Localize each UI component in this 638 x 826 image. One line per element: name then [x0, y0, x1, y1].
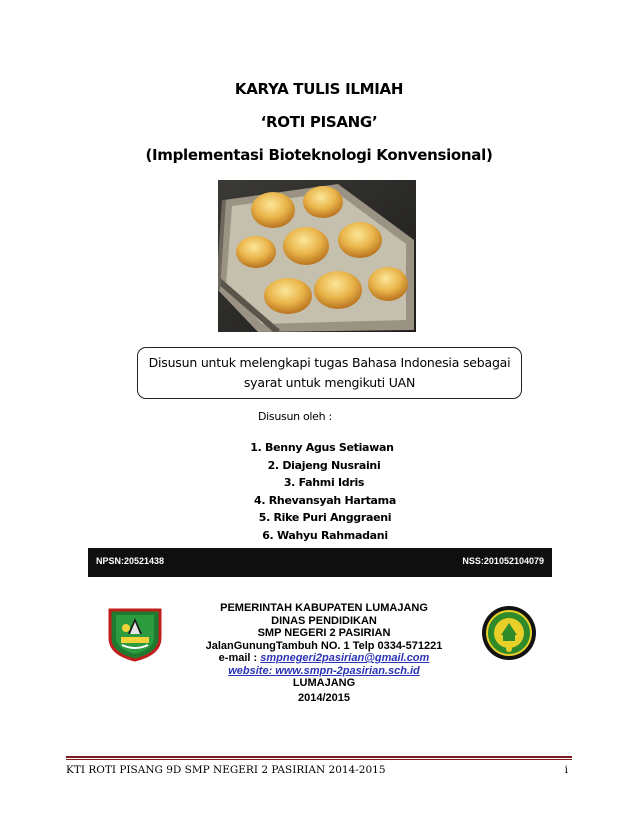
footer-rule-thin: [66, 759, 572, 760]
purpose-line-2: syarat untuk mengikuti UAN: [243, 375, 416, 390]
email-link[interactable]: smpnegeri2pasirian@gmail.com: [260, 652, 430, 664]
website-link[interactable]: website: www.smpn-2pasirian.sch.id: [228, 664, 420, 677]
cover-photo: [218, 180, 416, 332]
document-topic: (Implementasi Bioteknologi Konvensional): [145, 146, 493, 164]
institution-department: DINAS PENDIDIKAN: [271, 614, 377, 627]
institution-year: 2014/2015: [298, 691, 350, 704]
author-item: 3. Fahmi Idris: [283, 476, 365, 489]
author-item: 4. Rhevansyah Hartama: [254, 493, 396, 507]
page-footer: [66, 764, 572, 776]
document-subtitle: ‘ROTI PISANG’: [260, 113, 378, 131]
purpose-line-1: Disusun untuk melengkapi tugas Bahasa Indonesia sebagai: [148, 355, 511, 370]
purpose-box: [137, 347, 522, 399]
footer-rule: [66, 756, 572, 758]
byline: Disusun oleh :: [258, 410, 332, 423]
author-item: 5. Rike Puri Anggraeni: [258, 511, 392, 524]
institution-city: LUMAJANG: [292, 677, 356, 689]
page-number: i: [564, 764, 568, 776]
institution-email-line: [5, 652, 638, 665]
footer-text: KTI ROTI PISANG 9D SMP NEGERI 2 PASIRIAN 2014-2015: [66, 764, 386, 776]
author-item: 2. Diajeng Nusraini: [267, 458, 381, 472]
author-item: 6. Wahyu Rahmadani: [262, 528, 388, 542]
nss-number: NSS:201052104079: [462, 556, 544, 566]
institution-block: [0, 602, 638, 704]
school-id-bar: [88, 548, 552, 577]
institution-school: SMP NEGERI 2 PASIRIAN: [257, 627, 391, 639]
institution-government: PEMERINTAH KABUPATEN LUMAJANG: [220, 602, 428, 614]
author-item: 1. Benny Agus Setiawan: [250, 441, 394, 454]
document-title: KARYA TULIS ILMIAH: [234, 80, 404, 98]
npsn-number: NPSN:20521438: [96, 556, 165, 566]
institution-address: JalanGunungTambuh NO. 1 Telp 0334-571221: [205, 639, 443, 652]
email-label: e-mail :: [218, 652, 261, 664]
author-list: [0, 439, 638, 544]
